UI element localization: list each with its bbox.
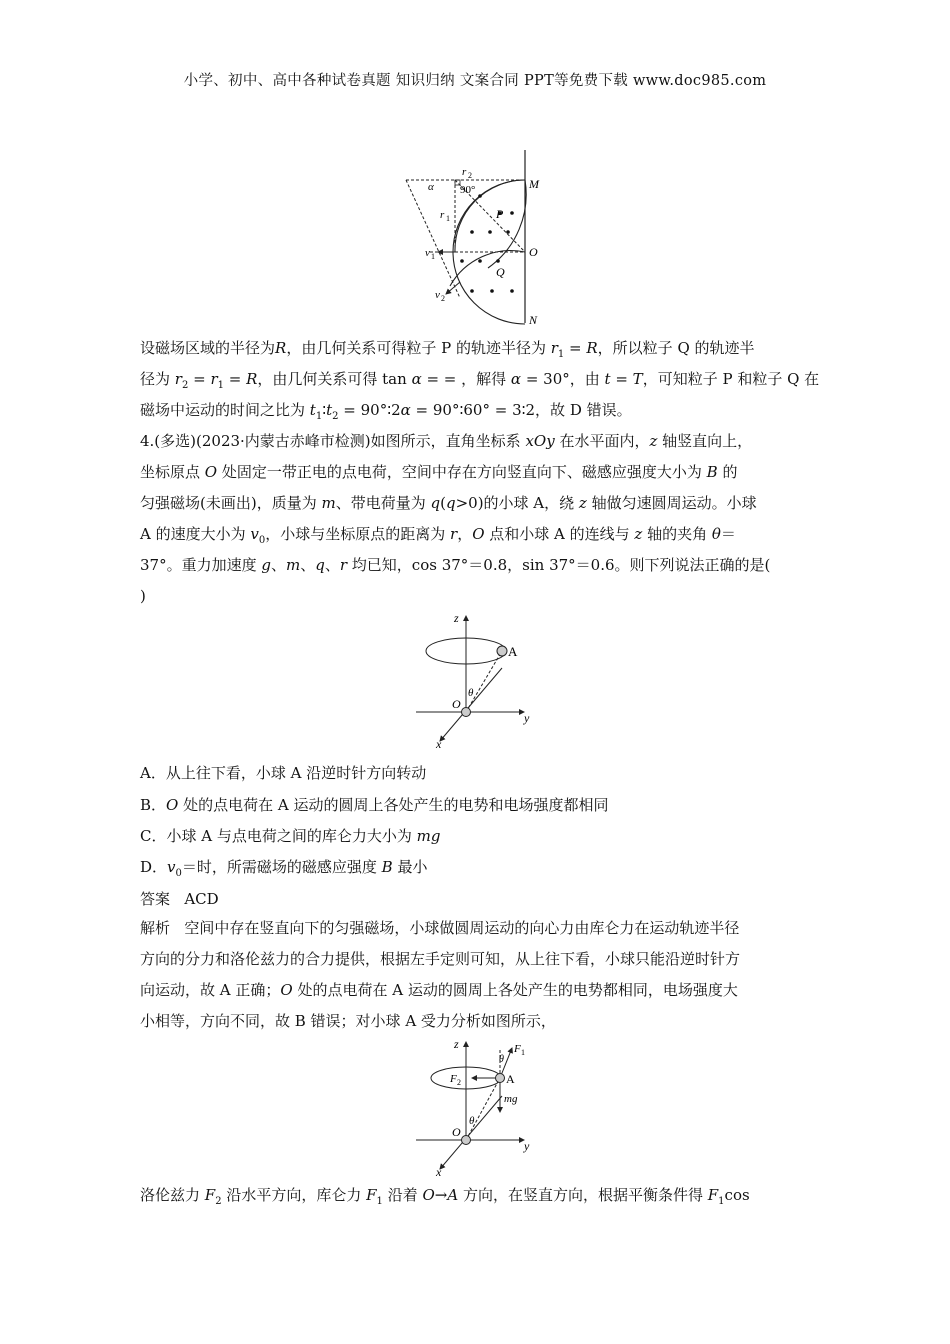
label-v2-sub: 2 bbox=[441, 294, 445, 303]
label-r2: r bbox=[462, 166, 467, 178]
label-Q: Q bbox=[496, 265, 505, 279]
label-A: A bbox=[508, 644, 518, 659]
label-alpha: α bbox=[428, 181, 434, 193]
label-N: N bbox=[529, 313, 538, 327]
question-4: 4.(多选)(2023·内蒙古赤峰市检测)如图所示，直角坐标系 xOy 在水平面内，z 轴竖直向上， 坐标原点 O 处固定一带正电的点电荷，空间中存在方向竖直向下、磁感应强度大小为 B 的 匀强磁场(未画出)，质量为 m、带电荷量为 q(q>0)的小球 A，绕 z 轴做匀速圆周运动。小球 A 的速度大小为 $v_0$，小球与坐标原点的距离为 r，O 点和小球 A 的连线与 z 轴的夹角 θ＝ 37°。重力加速度 g、m、q、r 均已知，cos 37°＝0.8，sin 37°＝0.6。则下列说法正确的是( ) bbox=[140, 432, 771, 605]
label-theta-top: θ bbox=[499, 1054, 504, 1065]
figure-force-analysis bbox=[414, 1036, 539, 1178]
option-c: C．小球 A 与点电荷之间的库仑力大小为 mg bbox=[140, 827, 441, 845]
label-O: O bbox=[452, 1125, 461, 1139]
analysis: 解析 空间中存在竖直向下的匀强磁场，小球做圆周运动的向心力由库仑力在运动轨迹半径 方向的分力和洛伦兹力的合力提供，根据左手定则可知，从上往下看，小球只能沿逆时针方 向运动，故 A 正确；O 处的点电荷在 A 运动的圆周上各处产生的电势都相同，电场强度大 小相等，方向不同，故 B 错误；对小球 A 受力分析如图所示， bbox=[140, 919, 741, 1030]
label-x: x bbox=[436, 737, 442, 750]
label-x: x bbox=[436, 1165, 442, 1178]
label-r2-sub: 2 bbox=[468, 171, 472, 180]
label-z: z bbox=[454, 1037, 459, 1051]
label-v1-sub: 1 bbox=[431, 252, 435, 261]
label-theta: θ bbox=[469, 1115, 475, 1127]
label-v1: v bbox=[425, 247, 430, 259]
answer: 答案 ACD bbox=[140, 890, 219, 908]
label-y: y bbox=[524, 1139, 530, 1153]
figure-magnetic-field-tracks bbox=[400, 148, 550, 328]
label-M: M bbox=[529, 177, 539, 191]
label-mg: mg bbox=[504, 1093, 518, 1105]
label-O: O bbox=[452, 697, 461, 711]
analysis-last-line: 洛伦兹力 $F_2$ 沿水平方向，库仑力 $F_1$ 沿着 O→A 方向，在竖直方向，根据平衡条件得 $F_1\cos$ bbox=[140, 1186, 750, 1207]
label-v2: v bbox=[435, 289, 440, 301]
option-b: B．O 处的点电荷在 A 运动的圆周上各处产生的电势和电场强度都相同 bbox=[140, 796, 609, 814]
label-O: O bbox=[529, 245, 538, 259]
label-F2: F bbox=[450, 1073, 457, 1085]
label-r1-sub: 1 bbox=[446, 214, 450, 223]
figure-coordinate-ball bbox=[414, 608, 539, 750]
label-F2-sub: 2 bbox=[457, 1078, 461, 1087]
option-d: D．$v_0=$时，所需磁场的磁感应强度 B 最小 bbox=[140, 858, 428, 879]
label-r1: r bbox=[440, 209, 445, 221]
label-A: A bbox=[506, 1072, 515, 1086]
label-F1-sub: 1 bbox=[521, 1048, 525, 1057]
solution-previous: 设磁场区域的半径为R，由几何关系可得粒子 P 的轨迹半径为 $r_1 = R$，所以粒子 Q 的轨迹半 径为 $r_2 = r_1 = R$，由几何关系可得 tan α = = ，解得 α = 30°，由 t = T，可知粒子 P 和粒子 Q 在 磁场中运动的时间之比为 $t_1∶t_2$ = 90°∶2α = 90°∶60° = 3∶2，故 D 错误。 bbox=[140, 339, 820, 422]
label-theta: θ bbox=[468, 687, 474, 699]
page-header: 小学、初中、高中各种试卷真题 知识归纳 文案合同 PPT等免费下载 www.doc985.com bbox=[183, 73, 767, 89]
label-90: 90° bbox=[460, 184, 476, 196]
label-z: z bbox=[454, 611, 459, 625]
label-y: y bbox=[524, 711, 530, 725]
option-a: A．从上往下看，小球 A 沿逆时针方向转动 bbox=[140, 764, 427, 782]
label-F1: F bbox=[514, 1043, 521, 1055]
label-P: P bbox=[496, 207, 504, 221]
